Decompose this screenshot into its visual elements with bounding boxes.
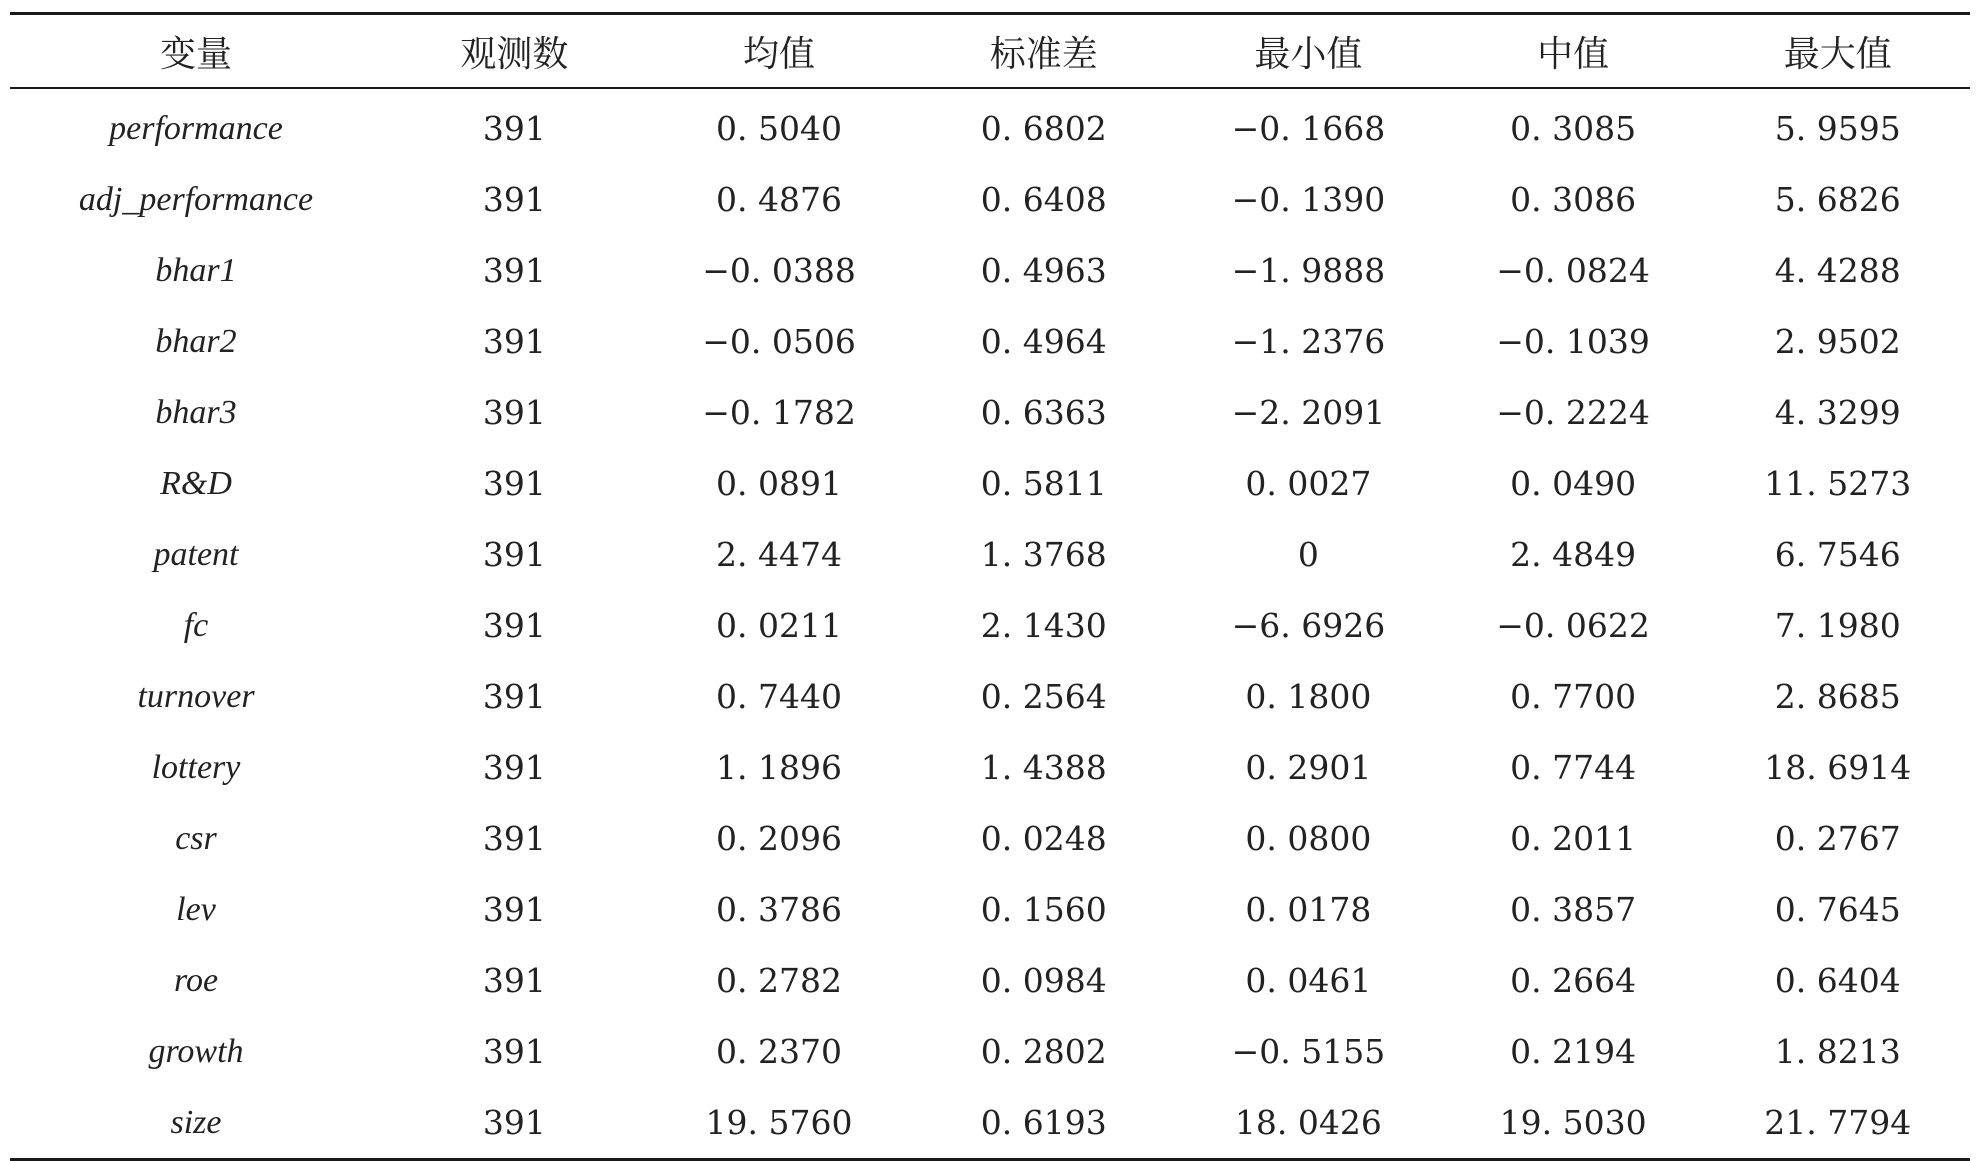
table-row	[10, 803, 1970, 874]
cell-median: 19. 5030	[1499, 1103, 1647, 1142]
table-row	[10, 1087, 1970, 1160]
cell-max: 2. 8685	[1774, 677, 1901, 716]
cell-std-dev: 0. 6802	[980, 109, 1107, 148]
table-body	[10, 88, 1970, 1160]
cell-mean: 0. 4876	[716, 180, 843, 219]
cell-observations: 391	[482, 535, 546, 574]
table-row	[10, 732, 1970, 803]
cell-min: −1. 9888	[1231, 251, 1386, 290]
cell-mean: 0. 2096	[716, 819, 843, 858]
header-max: 最大值	[1783, 33, 1892, 75]
table-header	[10, 14, 1970, 89]
header-observations: 观测数	[460, 33, 569, 75]
cell-variable: bhar2	[155, 322, 237, 360]
descriptive-statistics-table	[10, 12, 1970, 1161]
cell-mean: 1. 1896	[716, 748, 843, 787]
header-median: 中值	[1537, 33, 1610, 75]
cell-max: 0. 7645	[1774, 890, 1901, 929]
cell-max: 5. 6826	[1774, 180, 1901, 219]
cell-observations: 391	[482, 606, 546, 645]
cell-mean: 0. 3786	[716, 890, 843, 929]
table-row	[10, 377, 1970, 448]
cell-mean: 2. 4474	[716, 535, 843, 574]
cell-median: −0. 0824	[1496, 251, 1650, 290]
cell-max: 2. 9502	[1774, 322, 1901, 361]
cell-variable: turnover	[137, 677, 255, 715]
cell-std-dev: 0. 2564	[980, 677, 1107, 716]
cell-std-dev: 0. 6363	[980, 393, 1107, 432]
cell-std-dev: 0. 1560	[980, 890, 1107, 929]
cell-min: −1. 2376	[1231, 322, 1386, 361]
cell-observations: 391	[482, 748, 546, 787]
cell-mean: −0. 0388	[702, 251, 856, 290]
cell-min: 0	[1297, 535, 1319, 574]
cell-min: −0. 5155	[1231, 1032, 1386, 1071]
cell-variable: performance	[109, 109, 283, 147]
table-row	[10, 1016, 1970, 1087]
cell-std-dev: 2. 1430	[980, 606, 1107, 645]
cell-variable: bhar3	[155, 393, 237, 431]
cell-median: 0. 7700	[1510, 677, 1637, 716]
cell-median: 2. 4849	[1510, 535, 1637, 574]
cell-max: 18. 6914	[1764, 748, 1912, 787]
cell-std-dev: 1. 4388	[980, 748, 1107, 787]
cell-observations: 391	[482, 251, 546, 290]
cell-observations: 391	[482, 464, 546, 503]
cell-mean: −0. 1782	[702, 393, 856, 432]
cell-variable: lottery	[151, 748, 241, 786]
header-min: 最小值	[1254, 33, 1363, 75]
cell-mean: 19. 5760	[705, 1103, 853, 1142]
cell-median: 0. 3857	[1510, 890, 1637, 929]
table-row	[10, 661, 1970, 732]
cell-observations: 391	[482, 180, 546, 219]
cell-min: −2. 2091	[1231, 393, 1386, 432]
cell-variable: csr	[175, 819, 217, 857]
cell-std-dev: 0. 5811	[980, 464, 1107, 503]
cell-min: −6. 6926	[1231, 606, 1386, 645]
cell-observations: 391	[482, 677, 546, 716]
cell-observations: 391	[482, 322, 546, 361]
cell-max: 4. 4288	[1774, 251, 1901, 290]
cell-min: 0. 0461	[1245, 961, 1372, 1000]
table-row	[10, 590, 1970, 661]
cell-min: 0. 2901	[1245, 748, 1372, 787]
cell-variable: fc	[183, 606, 209, 644]
descriptive-statistics-table-wrap	[10, 12, 1970, 1161]
table-row	[10, 306, 1970, 377]
cell-variable: patent	[153, 535, 239, 573]
cell-median: 0. 2011	[1510, 819, 1637, 858]
cell-min: 0. 0027	[1245, 464, 1372, 503]
header-variable: 变量	[159, 33, 232, 75]
cell-observations: 391	[482, 961, 546, 1000]
cell-observations: 391	[482, 890, 546, 929]
cell-median: 0. 3085	[1510, 109, 1637, 148]
cell-min: −0. 1390	[1231, 180, 1386, 219]
cell-max: 6. 7546	[1774, 535, 1901, 574]
cell-median: 0. 3086	[1510, 180, 1637, 219]
cell-min: 0. 0800	[1245, 819, 1372, 858]
table-row	[10, 945, 1970, 1016]
cell-mean: 0. 0211	[716, 606, 843, 645]
cell-std-dev: 1. 3768	[980, 535, 1107, 574]
cell-mean: 0. 2782	[716, 961, 843, 1000]
cell-observations: 391	[482, 819, 546, 858]
cell-mean: 0. 7440	[716, 677, 843, 716]
cell-variable: lev	[176, 890, 216, 928]
cell-observations: 391	[482, 393, 546, 432]
cell-variable: size	[170, 1103, 222, 1141]
cell-max: 5. 9595	[1774, 109, 1901, 148]
cell-min: 0. 1800	[1245, 677, 1372, 716]
cell-variable: roe	[173, 961, 219, 999]
header-mean: 均值	[743, 33, 816, 75]
cell-mean: −0. 0506	[702, 322, 856, 361]
table-row	[10, 88, 1970, 164]
cell-median: −0. 1039	[1496, 322, 1650, 361]
cell-mean: 0. 2370	[716, 1032, 843, 1071]
table-row	[10, 448, 1970, 519]
cell-observations: 391	[482, 109, 546, 148]
cell-max: 0. 2767	[1774, 819, 1901, 858]
cell-std-dev: 0. 0248	[980, 819, 1107, 858]
cell-observations: 391	[482, 1032, 546, 1071]
cell-std-dev: 0. 4963	[980, 251, 1107, 290]
header-std-dev: 标准差	[989, 33, 1098, 75]
cell-max: 0. 6404	[1774, 961, 1901, 1000]
cell-median: −0. 0622	[1496, 606, 1650, 645]
cell-mean: 0. 0891	[716, 464, 843, 503]
cell-std-dev: 0. 0984	[980, 961, 1107, 1000]
cell-max: 11. 5273	[1764, 464, 1912, 503]
cell-std-dev: 0. 6193	[980, 1103, 1107, 1142]
table-row	[10, 164, 1970, 235]
cell-std-dev: 0. 2802	[980, 1032, 1107, 1071]
table-row	[10, 519, 1970, 590]
cell-min: 18. 0426	[1234, 1103, 1382, 1142]
cell-variable: bhar1	[155, 251, 237, 289]
cell-median: 0. 0490	[1510, 464, 1637, 503]
header-row	[10, 14, 1970, 89]
cell-std-dev: 0. 4964	[980, 322, 1107, 361]
cell-std-dev: 0. 6408	[980, 180, 1107, 219]
cell-max: 1. 8213	[1774, 1032, 1901, 1071]
cell-median: 0. 7744	[1510, 748, 1637, 787]
cell-median: 0. 2664	[1510, 961, 1637, 1000]
cell-max: 4. 3299	[1774, 393, 1901, 432]
cell-median: −0. 2224	[1496, 393, 1650, 432]
cell-min: −0. 1668	[1231, 109, 1386, 148]
cell-max: 21. 7794	[1764, 1103, 1912, 1142]
cell-mean: 0. 5040	[716, 109, 843, 148]
table-row	[10, 874, 1970, 945]
cell-variable: adj_performance	[78, 180, 314, 218]
cell-max: 7. 1980	[1774, 606, 1901, 645]
cell-min: 0. 0178	[1245, 890, 1372, 929]
cell-observations: 391	[482, 1103, 546, 1142]
cell-variable: growth	[148, 1032, 244, 1070]
cell-median: 0. 2194	[1510, 1032, 1637, 1071]
table-row	[10, 235, 1970, 306]
cell-variable: R&D	[160, 464, 232, 502]
